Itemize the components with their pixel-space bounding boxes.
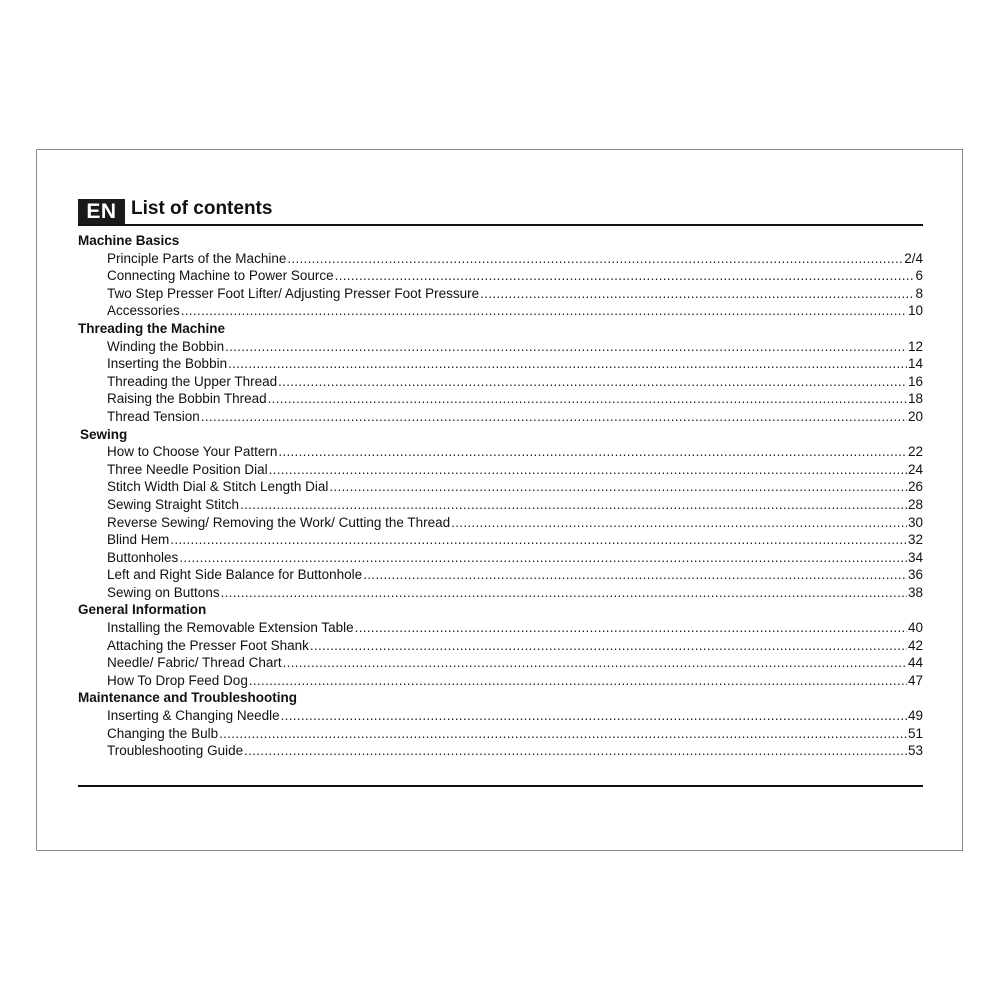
toc-entry-page: 36 bbox=[907, 567, 923, 583]
toc-entry-page: 32 bbox=[907, 532, 923, 548]
dot-leader bbox=[278, 373, 907, 391]
dot-leader bbox=[181, 302, 907, 320]
toc-entry[interactable] bbox=[78, 566, 923, 584]
toc-entry-page: 24 bbox=[907, 461, 923, 477]
toc-entry[interactable] bbox=[78, 619, 923, 637]
toc-entry-label: Changing the Bulb bbox=[107, 725, 219, 741]
page-title: List of contents bbox=[131, 198, 273, 219]
toc-entry-label: Troubleshooting Guide bbox=[107, 743, 244, 759]
toc-entry[interactable] bbox=[78, 285, 923, 303]
toc-entry[interactable] bbox=[78, 654, 923, 672]
toc-entry-label: Two Step Presser Foot Lifter/ Adjusting Presser Foot Pressure bbox=[107, 285, 480, 301]
toc-entry[interactable] bbox=[78, 707, 923, 725]
dot-leader bbox=[269, 461, 907, 479]
toc-entry-label: Principle Parts of the Machine bbox=[107, 250, 287, 266]
toc-entry[interactable] bbox=[78, 514, 923, 532]
toc-entry[interactable] bbox=[78, 584, 923, 602]
toc-entry[interactable] bbox=[78, 338, 923, 356]
section-heading-machine-basics: Machine Basics bbox=[78, 233, 180, 248]
section-heading-maintenance: Maintenance and Troubleshooting bbox=[78, 690, 298, 706]
section-heading-sewing: Sewing bbox=[80, 426, 128, 442]
toc-entry[interactable] bbox=[78, 496, 923, 514]
toc-entry-label: Three Needle Position Dial bbox=[107, 461, 268, 477]
toc-entry-label: Accessories bbox=[107, 303, 180, 319]
toc-entry-page: 47 bbox=[907, 672, 923, 688]
dot-leader bbox=[219, 725, 907, 743]
toc-entry-label: Blind Hem bbox=[107, 532, 170, 548]
toc-entry[interactable] bbox=[78, 355, 923, 373]
toc-entry-label: Raising the Bobbin Thread bbox=[107, 391, 267, 407]
toc-entry-page: 8 bbox=[915, 285, 923, 301]
toc-entry-label: Connecting Machine to Power Source bbox=[107, 268, 334, 284]
toc-entry-label: Left and Right Side Balance for Buttonhole bbox=[107, 567, 363, 583]
toc-entry-page: 20 bbox=[907, 408, 923, 424]
toc-entry-page: 26 bbox=[907, 479, 923, 495]
section-heading-general-information: General Information bbox=[78, 602, 207, 618]
toc-entry-label: Attaching the Presser Foot Shank bbox=[107, 637, 309, 653]
toc-entry-label: Sewing on Buttons bbox=[107, 584, 220, 600]
toc-entry-page: 42 bbox=[907, 637, 923, 653]
toc-entry-page: 16 bbox=[907, 373, 923, 389]
toc-entry-label: Inserting & Changing Needle bbox=[107, 708, 280, 724]
toc-entry-page: 30 bbox=[907, 514, 923, 530]
language-badge: EN bbox=[78, 199, 125, 224]
toc-entry[interactable] bbox=[78, 408, 923, 426]
toc-entry[interactable] bbox=[78, 302, 923, 320]
toc-entry[interactable] bbox=[78, 267, 923, 285]
toc-entry-label: Threading the Upper Thread bbox=[107, 373, 278, 389]
toc-entry-label: Installing the Removable Extension Table bbox=[107, 620, 354, 636]
toc-entry-label: Sewing Straight Stitch bbox=[107, 496, 240, 512]
toc-entry-label: Inserting the Bobbin bbox=[107, 356, 228, 372]
toc-entry-page: 49 bbox=[907, 708, 923, 724]
toc-entry-label: How to Choose Your Pattern bbox=[107, 444, 278, 460]
toc-entry-page: 14 bbox=[907, 356, 923, 372]
dot-leader bbox=[335, 267, 915, 285]
toc-entry-page: 28 bbox=[907, 496, 923, 512]
bottom-rule bbox=[78, 785, 923, 787]
toc-entry-label: Needle/ Fabric/ Thread Chart bbox=[107, 655, 282, 671]
toc-entry-page: 22 bbox=[907, 444, 923, 460]
dot-leader bbox=[228, 355, 907, 373]
toc-entry[interactable] bbox=[78, 672, 923, 690]
toc-entry[interactable] bbox=[78, 250, 923, 268]
toc-entry[interactable] bbox=[78, 742, 923, 760]
toc-entry-label: Winding the Bobbin bbox=[107, 338, 225, 354]
toc-entry[interactable] bbox=[78, 637, 923, 655]
dot-leader bbox=[249, 672, 907, 690]
dot-leader bbox=[355, 619, 907, 637]
toc-entry[interactable] bbox=[78, 461, 923, 479]
toc-entry-page: 12 bbox=[907, 338, 923, 354]
toc-entry[interactable] bbox=[78, 531, 923, 549]
toc-entry-page: 44 bbox=[907, 655, 923, 671]
dot-leader bbox=[268, 390, 907, 408]
toc-entry-label: Reverse Sewing/ Removing the Work/ Cutting the Thread bbox=[107, 514, 451, 530]
toc-entry-page: 53 bbox=[907, 743, 923, 759]
toc-entry-label: Buttonholes bbox=[107, 549, 179, 565]
dot-leader bbox=[283, 654, 907, 672]
section-heading-threading: Threading the Machine bbox=[78, 320, 226, 336]
table-of-contents bbox=[78, 232, 923, 760]
dot-leader bbox=[310, 637, 907, 655]
toc-entry-page: 40 bbox=[907, 620, 923, 636]
dot-leader bbox=[451, 514, 907, 532]
toc-entry[interactable] bbox=[78, 549, 923, 567]
toc-entry[interactable] bbox=[78, 390, 923, 408]
dot-leader bbox=[240, 496, 907, 514]
toc-entry-page: 38 bbox=[907, 584, 923, 600]
dot-leader bbox=[329, 478, 907, 496]
dot-leader bbox=[225, 338, 907, 356]
toc-header bbox=[78, 196, 923, 226]
toc-entry-label: How To Drop Feed Dog bbox=[107, 672, 248, 688]
dot-leader bbox=[480, 285, 914, 303]
toc-entry-page: 6 bbox=[915, 268, 923, 284]
toc-entry-page: 34 bbox=[907, 549, 923, 565]
dot-leader bbox=[179, 549, 907, 567]
toc-entry[interactable] bbox=[78, 443, 923, 461]
toc-entry[interactable] bbox=[78, 373, 923, 391]
dot-leader bbox=[201, 408, 907, 426]
dot-leader bbox=[244, 742, 907, 760]
toc-entry-page: 2/4 bbox=[904, 250, 923, 266]
toc-entry-page: 51 bbox=[907, 725, 923, 741]
dot-leader bbox=[278, 443, 907, 461]
dot-leader bbox=[170, 531, 907, 549]
toc-entry-label: Stitch Width Dial & Stitch Length Dial bbox=[107, 479, 329, 495]
dot-leader bbox=[281, 707, 907, 725]
dot-leader bbox=[363, 566, 907, 584]
toc-entry-label: Thread Tension bbox=[107, 408, 200, 424]
dot-leader bbox=[287, 250, 903, 268]
toc-entry-page: 10 bbox=[907, 303, 923, 319]
dot-leader bbox=[221, 584, 907, 602]
toc-entry-page: 18 bbox=[907, 391, 923, 407]
toc-entry[interactable] bbox=[78, 725, 923, 743]
toc-entry[interactable] bbox=[78, 478, 923, 496]
